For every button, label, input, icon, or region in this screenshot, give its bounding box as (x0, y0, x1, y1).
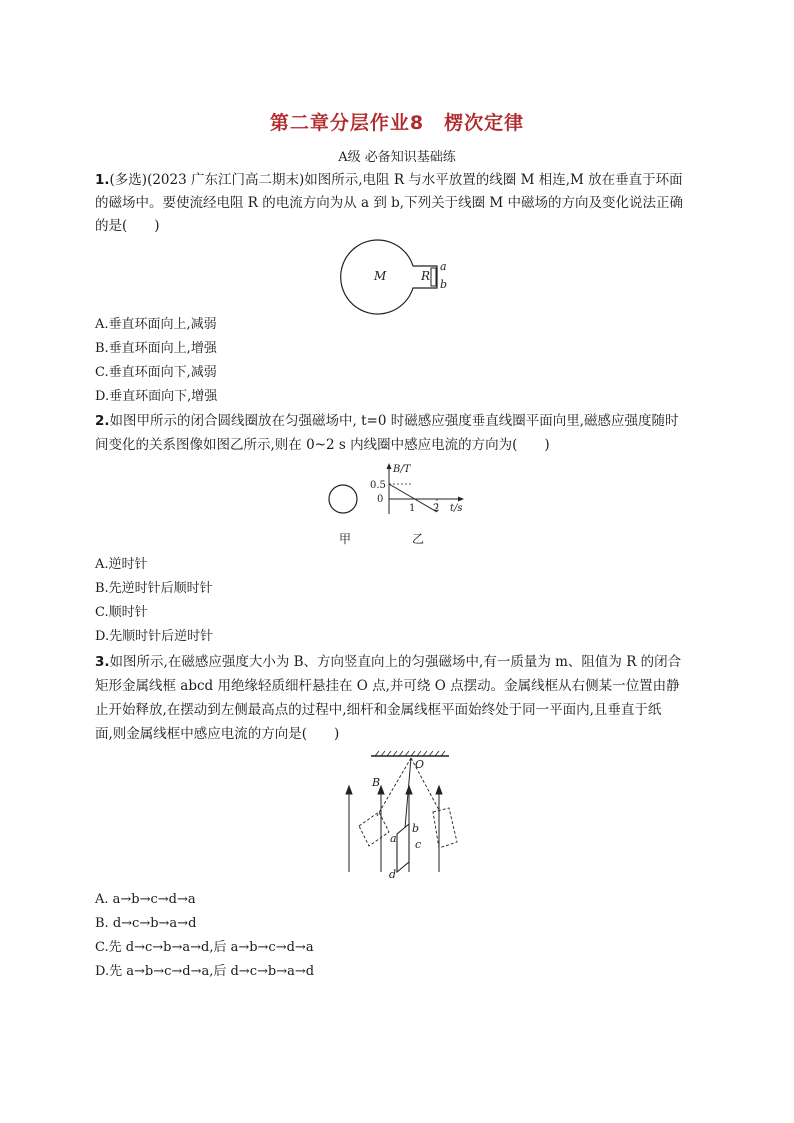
q3-line-2: 矩形金属线框 abcd 用绝缘轻质细杆悬挂在 O 点,并可绕 O 点摆动。金属线框从右侧某一位置由静 (95, 678, 680, 694)
q2-number: 2. (95, 413, 110, 429)
q3-label-a: a (390, 832, 397, 845)
q2-line-1: 2.如图甲所示的闭合圆线圈放在匀强磁场中, t=0 时磁感应强度垂直线圈平面向里,磁感应强度随时 (95, 413, 679, 429)
q2-ylabel: B/T (393, 464, 411, 475)
q2-xlabel: t/s (450, 503, 463, 514)
q1-label-M: M (374, 269, 387, 283)
q1-figure-coil-resistor (340, 238, 460, 318)
q1-number: 1. (95, 172, 110, 188)
section-heading: A级 必备知识基础练 (338, 150, 456, 165)
q3-figure-pendulum-frame (335, 750, 475, 880)
q2-caption-yi: 乙 (412, 532, 425, 546)
q1-option-c: C.垂直环面向下,减弱 (95, 365, 217, 380)
q2-option-c: C.顺时针 (95, 605, 148, 620)
q3-number: 3. (95, 654, 110, 670)
q2-option-a: A.逆时针 (95, 557, 148, 572)
q3-label-O: O (415, 758, 425, 771)
q1-label-b: b (440, 278, 448, 291)
q2-option-b: B.先逆时针后顺时针 (95, 581, 213, 596)
q2-y-tick-0.5: 0.5 (370, 480, 386, 491)
q1-label-R: R (421, 269, 431, 283)
q1-label-a: a (440, 260, 447, 273)
q3-line-3: 止开始释放,在摆动到左侧最高点的过程中,细杆和金属线框平面始终处于同一平面内,且垂直于纸 (95, 702, 662, 718)
q1-option-d: D.垂直环面向下,增强 (95, 389, 218, 404)
q2-x-tick-1: 1 (409, 503, 416, 514)
q3-option-c: C.先 d→c→b→a→d,后 a→b→c→d→a (95, 940, 314, 955)
q2-figure-jia-circle (326, 482, 360, 516)
q3-label-d: d (389, 868, 397, 880)
q3-line-1: 3.如图所示,在磁感应强度大小为 B、方向竖直向上的匀强磁场中,有一质量为 m、阻值为 R 的闭合 (95, 654, 682, 670)
q2-x-tick-2: 2 (433, 503, 440, 514)
page-title: 第二章分层作业8 楞次定律 (269, 112, 525, 134)
q2-caption-jia: 甲 (339, 532, 352, 546)
q2-line-2: 间变化的关系图像如图乙所示,则在 0~2 s 内线圈中感应电流的方向为( ) (95, 437, 550, 453)
q3-line-4: 面,则金属线框中感应电流的方向是( ) (95, 726, 340, 742)
q1-line-3: 的是( ) (95, 218, 160, 234)
q2-option-d: D.先顺时针后逆时针 (95, 629, 214, 644)
q3-option-b: B. d→c→b→a→d (95, 916, 197, 931)
q2-y-tick-0: 0 (377, 494, 384, 505)
q3-option-d: D.先 a→b→c→d→a,后 d→c→b→a→d (95, 964, 315, 979)
q1-line-1: 1.(多选)(2023 广东江门高二期末)如图所示,电阻 R 与水平放置的线圈 M 相连,M 放在垂直于环面 (95, 172, 683, 188)
q2-figure-yi-graph (365, 462, 475, 522)
q1-line-2: 的磁场中。要使流经电阻 R 的电流方向为从 a 到 b,下列关于线圈 M 中磁场的方向及变化说法正确 (95, 195, 684, 211)
q3-option-a: A. a→b→c→d→a (95, 892, 196, 907)
q1-option-b: B.垂直环面向上,增强 (95, 341, 217, 356)
q3-label-B: B (372, 776, 381, 789)
q1-option-a: A.垂直环面向上,减弱 (95, 317, 217, 332)
q3-label-b: b (412, 822, 420, 835)
q3-label-c: c (415, 838, 422, 851)
